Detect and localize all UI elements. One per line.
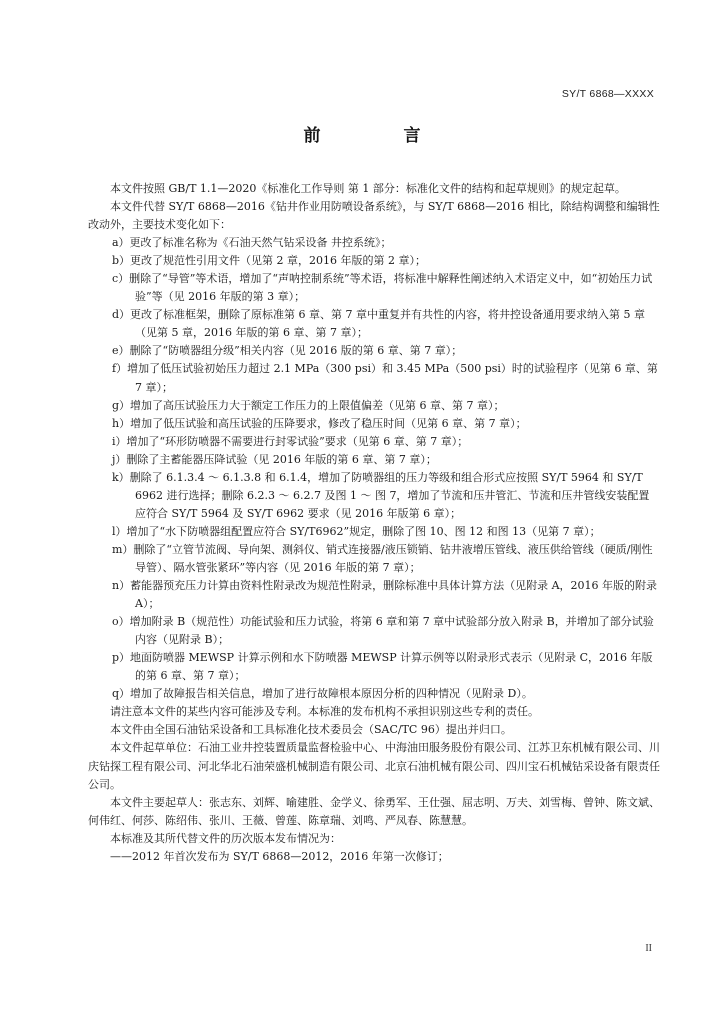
list-item: f）增加了低压试验初始压力超过 2.1 MPa（300 psi）和 3.45 MPa（500 psi）时的试验程序（见第 6 章、第 7 章）； [112, 362, 658, 394]
list-item: p）地面防喷器 MEWSP 计算示例和水下防喷器 MEWSP 计算示例等以附录形式表示（见附录 C，2016 年版的第 6 章、第 7 章）； [112, 651, 653, 683]
list-item: c）删除了“导管”等术语，增加了“声呐控制系统”等术语，将标准中解释性阐述纳入术语定义中，如“初始压力试验”等（见 2016 年版的第 3 章）； [112, 272, 653, 304]
changes-list [88, 234, 660, 703]
list-item: g）增加了高压试验压力大于额定工作压力的上限值偏差（见第 6 章、第 7 章）； [112, 398, 505, 412]
list-item: b）更改了规范性引用文件（见第 2 章，2016 年版的第 2 章）； [112, 254, 427, 268]
drafting-units: 本文件起草单位：石油工业井控装置质量监督检验中心、中海油田服务股份有限公司、江苏卫东机械有限公司、川庆钻探工程有限公司、河北华北石油荣盛机械制造有限公司、北京石油机械有限公司、四川宝石机械钻采设备有限责任公司。 [88, 741, 660, 791]
list-item: h）增加了低压试验和高压试验的压降要求，修改了稳压时间（见第 6 章、第 7 章）； [112, 416, 527, 430]
list-item: k）删除了 6.1.3.4 ～ 6.1.3.8 和 6.1.4，增加了防喷器组的压力等级和组合形式应按照 SY/T 5964 和 SY/T 6962 进行选择；删除 6.2.3 ～ 6.2.7 及图 1 ～ 图 7，增加了节流和压井管汇、节流和压井管线安装配置应符合 SY/T 5964 及 SY/T 6962 要求（见 2016 年版第 6 章）； [112, 470, 650, 520]
list-item: e）删除了“防喷器组分级”相关内容（见 2016 版的第 6 章、第 7 章）； [112, 344, 463, 358]
committee-statement: 本文件由全国石油钻采设备和工具标准化技术委员会（SAC/TC 96）提出并归口。 [110, 723, 512, 737]
version-history-item: ——2012 年首次发布为 SY/T 6868—2012，2016 年第一次修订； [110, 849, 449, 863]
foreword-body [88, 180, 660, 866]
version-history-heading: 本标准及其所代替文件的历次版本发布情况为： [110, 831, 341, 845]
list-item: q）增加了故障报告相关信息，增加了进行故障根本原因分析的四种情况（见附录 D）。 [112, 687, 533, 701]
list-item: j）删除了主蓄能器压降试验（见 2016 年版的第 6 章、第 7 章）； [112, 452, 437, 466]
list-item: a）更改了标准名称为《石油天然气钻采设备 井控系统》； [112, 236, 392, 250]
standard-code: SY/T 6868—XXXX [561, 88, 654, 100]
list-item: o）增加附录 B（规范性）功能试验和压力试验，将第 6 章和第 7 章中试验部分放入附录 B，并增加了部分试验内容（见附录 B）； [112, 615, 654, 647]
page-title: 前 言 [303, 126, 454, 146]
drafters: 本文件主要起草人：张志东、刘辉、喻建胜、金学义、徐勇军、王仕强、屈志明、万夫、刘雪梅、曾钟、陈文斌、何伟红、何莎、陈绍伟、张川、王薇、曾莲、陈章瑞、刘鸣、严凤春、陈慧慧。 [88, 795, 660, 827]
page-number: II [645, 943, 652, 954]
list-item: n）蓄能器预充压力计算由资料性附录改为规范性附录，删除标准中具体计算方法（见附录 A，2016 年版的附录 A）； [112, 579, 658, 611]
patent-notice: 请注意本文件的某些内容可能涉及专利。本标准的发布机构不承担识别这些专利的责任。 [110, 705, 539, 719]
intro-paragraph: 本文件代替 SY/T 6868—2016《钻井作业用防喷设备系统》，与 SY/T 6868—2016 相比，除结构调整和编辑性改动外，主要技术变化如下： [88, 200, 660, 232]
intro-paragraph: 本文件按照 GB/T 1.1—2020《标准化工作导则 第 1 部分：标准化文件的结构和起草规则》的规定起草。 [110, 182, 626, 195]
list-item: i）增加了“环形防喷器不需要进行封零试验”要求（见第 6 章、第 7 章）； [112, 434, 469, 448]
list-item: m）删除了“立管节流阀、导向架、测斜仪、销式连接器/液压锁销、钻井液增压管线、液压供给管线（硬质/刚性导管）、隔水管张紧环”等内容（见 2016 年版的第 7 章）； [112, 542, 653, 574]
list-item: l）增加了“水下防喷器组配置应符合 SY/T6962”规定，删除了图 10、图 12 和图 13（见第 7 章）； [112, 524, 601, 538]
list-item: d）更改了标准框架，删除了原标准第 6 章、第 7 章中重复并有共性的内容，将井控设备通用要求纳入第 5 章（见第 5 章，2016 年版的第 6 章、第 7 章）； [112, 308, 646, 340]
